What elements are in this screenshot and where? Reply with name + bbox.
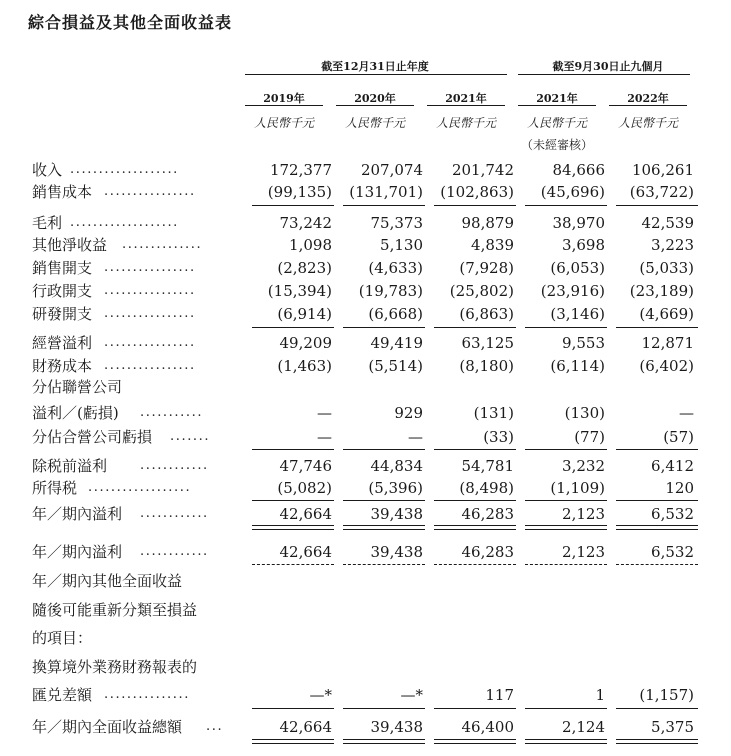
cell-value: (6,668)	[368, 305, 423, 323]
cell-value: (23,189)	[629, 282, 694, 300]
cell-value: (5,082)	[277, 479, 332, 497]
cell-value: (6,914)	[277, 305, 332, 323]
subtotal-rule	[434, 708, 516, 709]
cell-value: (3,146)	[550, 305, 605, 323]
year-header-4: 2021年	[536, 92, 578, 105]
cell-value: 84,666	[552, 161, 605, 179]
row-label: 年／期內溢利	[32, 543, 123, 561]
row-label: 銷售成本	[32, 183, 93, 201]
dashed-rule	[343, 564, 425, 565]
cell-value: (6,402)	[639, 357, 694, 375]
cell-value: 9,553	[562, 334, 605, 352]
cell-value: (1,463)	[277, 357, 332, 375]
subtotal-rule	[252, 449, 334, 450]
cell-value: (25,802)	[449, 282, 514, 300]
subtotal-rule	[252, 327, 334, 328]
row-label: 年／期內全面收益總額	[32, 718, 183, 736]
cell-value: 1,098	[289, 236, 332, 254]
table-row	[0, 280, 731, 302]
group-header-nine-months-rule	[518, 74, 690, 75]
cell-value: (45,696)	[540, 183, 605, 201]
group-header-year: 截至12月31日止年度	[321, 60, 429, 73]
table-row	[0, 426, 731, 448]
unit-label-4: 人民幣千元	[526, 116, 587, 130]
subtotal-rule	[434, 500, 516, 501]
table-row	[0, 234, 731, 256]
cell-value: 39,438	[370, 718, 423, 736]
subtotal-rule	[343, 449, 425, 450]
subtotal-rule	[252, 708, 334, 709]
row-label: 經營溢利	[32, 334, 93, 352]
cell-value: —*	[400, 686, 423, 704]
cell-value: 1	[595, 686, 605, 704]
cell-value: 4,839	[471, 236, 514, 254]
subtotal-rule	[252, 205, 334, 206]
cell-value: 5,130	[380, 236, 423, 254]
row-label: 所得税	[32, 479, 78, 497]
table-row	[0, 716, 731, 738]
table-row	[0, 181, 731, 203]
year-header-2: 2020年	[354, 92, 396, 105]
table-row	[0, 541, 731, 563]
row-label: 其他淨收益	[32, 236, 108, 254]
subtotal-rule	[343, 205, 425, 206]
cell-value: (63,722)	[629, 183, 694, 201]
table-row	[0, 477, 731, 499]
unit-label-3: 人民幣千元	[435, 116, 496, 130]
table-row	[0, 212, 731, 234]
cell-value: (1,157)	[639, 686, 694, 704]
cell-value: —	[317, 428, 332, 446]
row-label: 隨後可能重新分類至損益	[32, 601, 198, 619]
total-double-rule	[252, 525, 334, 530]
cell-value: 42,539	[641, 214, 694, 232]
leader-dots: ...............	[104, 687, 190, 702]
cell-value: (57)	[663, 428, 694, 446]
cell-value: 42,664	[279, 543, 332, 561]
leader-dots: ................	[104, 306, 196, 321]
leader-dots: ...................	[70, 162, 179, 177]
cell-value: 2,123	[562, 543, 605, 561]
year-header-3: 2021年	[445, 92, 487, 105]
cell-value: 12,871	[641, 334, 694, 352]
year-header-1: 2019年	[263, 92, 305, 105]
cell-value: 172,377	[269, 161, 332, 179]
total-double-rule	[616, 739, 698, 744]
row-label: 毛利	[32, 214, 63, 232]
subtotal-rule	[343, 500, 425, 501]
total-double-rule	[525, 525, 607, 530]
total-double-rule	[252, 739, 334, 744]
cell-value: 929	[394, 404, 423, 422]
cell-value: (8,180)	[459, 357, 514, 375]
cell-value: (6,863)	[459, 305, 514, 323]
cell-value: 6,532	[651, 543, 694, 561]
group-header-nine-months: 截至9月30日止九個月	[552, 60, 664, 73]
subtotal-rule	[525, 205, 607, 206]
subtotal-rule	[434, 205, 516, 206]
cell-value: 44,834	[370, 457, 423, 475]
leader-dots: ............	[140, 458, 209, 473]
cell-value: 6,412	[651, 457, 694, 475]
dashed-rule	[434, 564, 516, 565]
unit-label-2: 人民幣千元	[344, 116, 405, 130]
unaudited-note: （未經審核）	[520, 138, 593, 152]
cell-value: 3,698	[562, 236, 605, 254]
leader-dots: ..............	[122, 237, 203, 252]
unit-label-5: 人民幣千元	[617, 116, 678, 130]
row-label: 銷售開支	[32, 259, 93, 277]
cell-value: 207,074	[360, 161, 423, 179]
row-label: 除税前溢利	[32, 457, 108, 475]
subtotal-rule	[525, 327, 607, 328]
total-double-rule	[525, 739, 607, 744]
subtotal-rule	[252, 500, 334, 501]
cell-value: 106,261	[631, 161, 694, 179]
cell-value: (102,863)	[440, 183, 514, 201]
table-row	[0, 656, 731, 678]
table-row	[0, 684, 731, 706]
cell-value: 46,283	[461, 543, 514, 561]
table-row	[0, 355, 731, 377]
leader-dots: ..................	[88, 480, 192, 495]
leader-dots: ................	[104, 335, 196, 350]
row-label: 年／期內溢利	[32, 505, 123, 523]
subtotal-rule	[343, 327, 425, 328]
subtotal-rule	[616, 449, 698, 450]
leader-dots: ...	[206, 719, 224, 734]
leader-dots: ............	[140, 506, 209, 521]
subtotal-rule	[616, 708, 698, 709]
row-label: 財務成本	[32, 357, 93, 375]
cell-value: 2,124	[562, 718, 605, 736]
table-row	[0, 159, 731, 181]
total-double-rule	[343, 525, 425, 530]
cell-value: (4,633)	[368, 259, 423, 277]
year-rule-1	[245, 105, 323, 106]
cell-value: 75,373	[370, 214, 423, 232]
cell-value: 5,375	[651, 718, 694, 736]
cell-value: —	[679, 404, 694, 422]
cell-value: (19,783)	[358, 282, 423, 300]
cell-value: (5,033)	[639, 259, 694, 277]
cell-value: 39,438	[370, 505, 423, 523]
year-rule-3	[427, 105, 505, 106]
leader-dots: ................	[104, 358, 196, 373]
subtotal-rule	[525, 500, 607, 501]
leader-dots: ................	[104, 260, 196, 275]
cell-value: —	[317, 404, 332, 422]
subtotal-rule	[616, 327, 698, 328]
cell-value: 38,970	[552, 214, 605, 232]
cell-value: (4,669)	[639, 305, 694, 323]
subtotal-rule	[525, 449, 607, 450]
cell-value: (6,053)	[550, 259, 605, 277]
table-row	[0, 570, 731, 592]
unit-label-1: 人民幣千元	[253, 116, 314, 130]
table-row	[0, 303, 731, 325]
cell-value: 3,223	[651, 236, 694, 254]
row-label: 溢利／(虧損)	[32, 404, 119, 422]
cell-value: (77)	[574, 428, 605, 446]
cell-value: 117	[485, 686, 514, 704]
table-row	[0, 599, 731, 621]
cell-value: 54,781	[461, 457, 514, 475]
cell-value: 2,123	[562, 505, 605, 523]
subtotal-rule	[434, 327, 516, 328]
leader-dots: ...........	[140, 405, 204, 420]
cell-value: (5,514)	[368, 357, 423, 375]
row-label: 研發開支	[32, 305, 93, 323]
dashed-rule	[616, 564, 698, 565]
row-label: 匯兑差額	[32, 686, 93, 704]
subtotal-rule	[616, 500, 698, 501]
total-double-rule	[343, 739, 425, 744]
cell-value: (8,498)	[459, 479, 514, 497]
row-label: 年／期內其他全面收益	[32, 572, 183, 590]
cell-value: —	[408, 428, 423, 446]
cell-value: (1,109)	[550, 479, 605, 497]
leader-dots: ............	[140, 544, 209, 559]
cell-value: (130)	[564, 404, 605, 422]
total-double-rule	[616, 525, 698, 530]
table-row	[0, 332, 731, 354]
cell-value: (99,135)	[267, 183, 332, 201]
dashed-rule	[525, 564, 607, 565]
leader-dots: ................	[104, 184, 196, 199]
cell-value: (7,928)	[459, 259, 514, 277]
subtotal-rule	[434, 449, 516, 450]
subtotal-rule	[525, 708, 607, 709]
group-header-year-rule	[245, 74, 507, 75]
cell-value: 73,242	[279, 214, 332, 232]
cell-value: (33)	[483, 428, 514, 446]
cell-value: 49,209	[279, 334, 332, 352]
row-label: 收入	[32, 161, 63, 179]
subtotal-rule	[616, 205, 698, 206]
cell-value: (23,916)	[540, 282, 605, 300]
cell-value: (131,701)	[349, 183, 423, 201]
table-row	[0, 455, 731, 477]
subtotal-rule	[343, 708, 425, 709]
total-double-rule	[434, 739, 516, 744]
cell-value: (6,114)	[550, 357, 605, 375]
cell-value: 6,532	[651, 505, 694, 523]
cell-value: 39,438	[370, 543, 423, 561]
cell-value: —*	[309, 686, 332, 704]
cell-value: (131)	[473, 404, 514, 422]
row-label: 換算境外業務財務報表的	[32, 658, 198, 676]
leader-dots: .......	[170, 429, 211, 444]
table-row	[0, 627, 731, 649]
cell-value: 3,232	[562, 457, 605, 475]
year-rule-2	[336, 105, 414, 106]
table-row	[0, 503, 731, 525]
leader-dots: ...................	[70, 215, 179, 230]
cell-value: 63,125	[461, 334, 514, 352]
statement-title: 綜合損益及其他全面收益表	[28, 13, 233, 32]
dashed-rule	[252, 564, 334, 565]
cell-value: 46,283	[461, 505, 514, 523]
row-label: 分佔聯營公司	[32, 378, 123, 396]
total-double-rule	[434, 525, 516, 530]
cell-value: 98,879	[461, 214, 514, 232]
year-header-5: 2022年	[627, 92, 669, 105]
table-row	[0, 402, 731, 424]
cell-value: (2,823)	[277, 259, 332, 277]
table-row	[0, 257, 731, 279]
cell-value: (15,394)	[267, 282, 332, 300]
row-label: 行政開支	[32, 282, 93, 300]
year-rule-4	[518, 105, 596, 106]
cell-value: 120	[665, 479, 694, 497]
cell-value: (5,396)	[368, 479, 423, 497]
cell-value: 201,742	[451, 161, 514, 179]
cell-value: 42,664	[279, 505, 332, 523]
row-label: 的項目：	[32, 629, 93, 647]
cell-value: 46,400	[461, 718, 514, 736]
table-row	[0, 376, 731, 398]
cell-value: 47,746	[279, 457, 332, 475]
row-label: 分佔合營公司虧損	[32, 428, 153, 446]
leader-dots: ................	[104, 283, 196, 298]
year-rule-5	[609, 105, 687, 106]
cell-value: 49,419	[370, 334, 423, 352]
cell-value: 42,664	[279, 718, 332, 736]
